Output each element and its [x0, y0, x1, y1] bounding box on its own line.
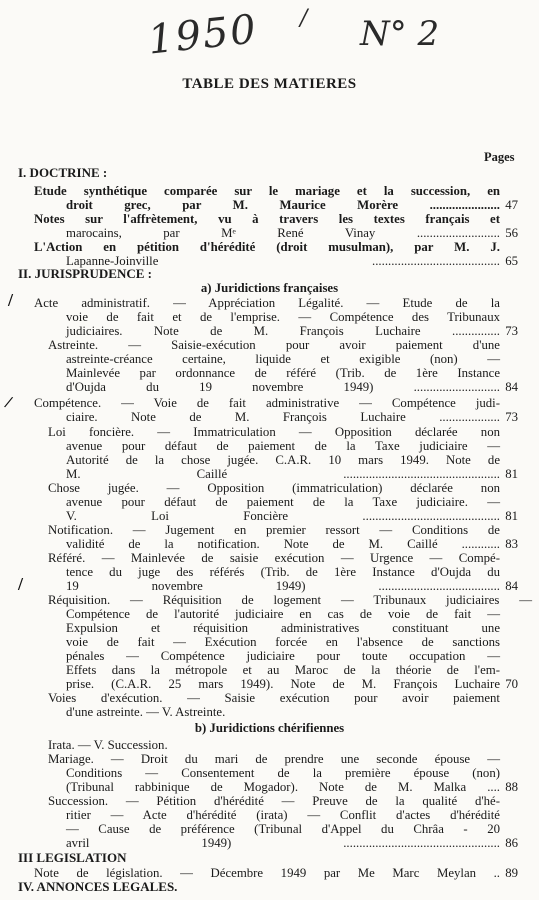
toc-line: Astreinte. — Saisie-exécution pour avoir paiement d'une: [48, 338, 500, 352]
toc-line: Mariage. — Droit du mari de prendre une seconde épouse —: [48, 752, 500, 766]
handwritten-year: 1950: [145, 6, 260, 64]
toc-line: judiciaires. Note de M. François Luchaire ...............: [66, 324, 500, 338]
toc-line: V. Loi Foncière ...........................................: [66, 509, 500, 523]
pages-column-header: Pages: [484, 150, 515, 164]
toc-line: Conditions — Consentement de la première épouse (non): [66, 766, 500, 780]
toc-line: pénales — Compétence judiciaire pour toute occupation —: [66, 649, 500, 663]
page-number: 81: [505, 509, 518, 523]
page-number: 73: [505, 324, 518, 338]
toc-line: voie de fait — Exécution forcée en l'absence de sanctions: [66, 635, 500, 649]
subsection-juridictions-francaises: a) Juridictions françaises: [200, 281, 339, 295]
page-number: 70: [505, 677, 518, 691]
toc-line: L'Action en pétition d'hérédité (droit musulman), par M. J.: [34, 240, 500, 254]
toc-line: Irata. — V. Succession.: [48, 738, 168, 752]
toc-line: d'une astreinte. — V. Astreinte.: [66, 705, 226, 719]
toc-line: Acte administratif. — Appréciation Légalité. — Etude de la: [34, 296, 500, 310]
page-number: 47: [505, 198, 518, 212]
toc-line: avenue pour défaut de paiement de la Taxe judiciaire —: [66, 439, 500, 453]
toc-line: Etude synthétique comparée sur le mariage et la succession, en: [34, 184, 500, 198]
toc-line: marocains, par Mᵉ René Vinay ..........................: [66, 226, 500, 240]
toc-line: avenue pour défaut de paiement de la Taxe judiciaire. —: [66, 495, 500, 509]
toc-line: Loi foncière. — Immatriculation — Opposition déclarée non: [48, 425, 500, 439]
toc-line: tence du juge des référés (Trib. de 1ère Instance d'Oujda du: [66, 565, 500, 579]
toc-line: Lapanne-Joinville ........................................: [66, 254, 500, 268]
toc-line: droit grec, par M. Maurice Morère ......................: [66, 198, 500, 212]
toc-line: avril 1949) .................................................: [66, 836, 500, 850]
toc-line: Effets dans la métropole et au Maroc de la théorie de l'em-: [66, 663, 500, 677]
toc-line: Notes sur l'affrètement, vu à travers les textes français et: [34, 212, 500, 226]
toc-line: voie de fait et de l'emprise. — Compétence des Tribunaux: [66, 310, 500, 324]
toc-line: Chose jugée. — Opposition (immatriculation) déclarée non: [48, 481, 500, 495]
section-legislation: III LEGISLATION: [18, 850, 127, 865]
page-title: TABLE DES MATIERES: [182, 76, 357, 92]
toc-line: Voies d'exécution. — Saisie exécution pour avoir paiement: [48, 691, 500, 705]
page-number: 84: [505, 380, 518, 394]
toc-line: Référé. — Mainlevée de saisie exécution — Urgence — Compé-: [48, 551, 500, 565]
section-annonces-legales: IV. ANNONCES LEGALES.: [18, 879, 178, 894]
page-number: 81: [505, 467, 518, 481]
page-number: 83: [505, 537, 518, 551]
page-number: 73: [505, 410, 518, 424]
section-jurisprudence: II. JURISPRUDENCE :: [18, 266, 152, 281]
subsection-juridictions-cherifiennes: b) Juridictions chérifiennes: [194, 721, 345, 735]
check-mark-icon: /: [8, 290, 14, 310]
toc-line: Compétence. — Voie de fait administrative — Compétence judi-: [34, 396, 500, 410]
toc-line: 19 novembre 1949) ......................................: [66, 579, 500, 593]
toc-line: (Tribunal rabbinique de Mogador). Note de M. Malka ....: [66, 780, 500, 794]
toc-line: Note de législation. — Décembre 1949 par Me Marc Meylan ..: [34, 866, 500, 880]
toc-line: — Cause de préférence (Tribunal d'Appel du Chrâa - 20: [66, 822, 500, 836]
section-doctrine: I. DOCTRINE :: [18, 165, 108, 180]
page-number: 84: [505, 579, 518, 593]
toc-line: Compétence de l'autorité judiciaire en cas de voie de fait —: [66, 607, 500, 621]
toc-line: ciaire. Note de M. François Luchaire ...................: [66, 410, 500, 424]
toc-line: astreinte-créance certaine, liquide et exigible (non) —: [66, 352, 500, 366]
page-number: 89: [505, 866, 518, 880]
toc-line: ritier — Acte d'hérédité (irata) — Conflit d'actes d'hérédité: [66, 808, 500, 822]
toc-line: Réquisition. — Réquisition de logement — Tribunaux judiciaires —: [48, 593, 532, 607]
toc-line: Expulsion et réquisition administratives constituant une: [66, 621, 500, 635]
toc-line: Mainlevée par ordonnance de référé (Trib. de 1ère Instance: [66, 366, 500, 380]
toc-line: validité de la notification. Note de M. Caillé ............: [66, 537, 500, 551]
toc-line: d'Oujda du 19 novembre 1949) ...........................: [66, 380, 500, 394]
check-mark-icon: /: [18, 574, 24, 594]
check-mark-icon: /: [2, 391, 15, 413]
handwritten-number: N° 2: [360, 14, 440, 54]
toc-line: Notification. — Jugement en premier ressort — Conditions de: [48, 523, 500, 537]
page-number: 56: [505, 226, 518, 240]
toc-line: Succession. — Pétition d'hérédité — Preuve de la qualité d'hé-: [48, 794, 500, 808]
toc-line: M. Caillé .................................................: [66, 467, 500, 481]
page-number: 88: [505, 780, 518, 794]
handwritten-mark: /: [300, 6, 308, 31]
page-number: 86: [505, 836, 518, 850]
toc-line: Autorité de la chose jugée. C.A.R. 10 mars 1949. Note de: [66, 453, 500, 467]
page-number: 65: [505, 254, 518, 268]
toc-line: prise. (C.A.R. 25 mars 1949). Note de M. François Luchaire: [66, 677, 500, 691]
